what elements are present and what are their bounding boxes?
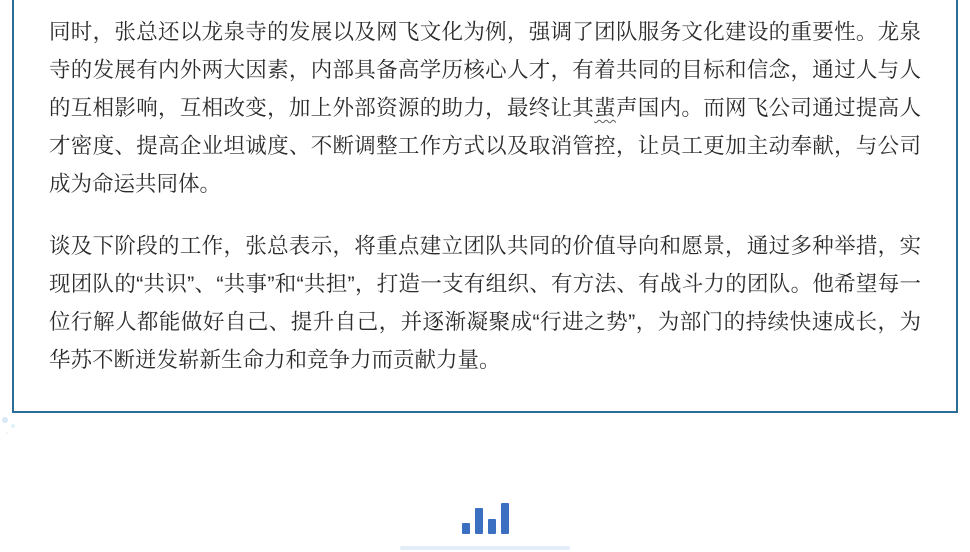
paragraph-1-before-wavy: 同时，张总还以龙泉寺的发展以及网飞文化为例，强调了团队服务文化建设的重要性。龙泉寺的发展有内外两大因素，内部具备高学历核心人才，有着共同的目标和信念，通过人与人的互相影响，互相改变，加上外部资源的助力，最终让其 xyxy=(49,20,921,120)
paragraph-1 xyxy=(49,13,921,203)
bar-chart-icon-bar xyxy=(488,519,496,534)
article-text xyxy=(49,13,921,379)
bar-chart-icon-bar xyxy=(475,508,483,534)
sparkle-decoration xyxy=(2,417,8,423)
paragraph-1-after-wavy: 声国内。而网飞公司通过提高人才密度、提高企业坦诚度、不断调整工作方式以及取消管控，让员工更加主动奉献，与公司成为命运共同体。 xyxy=(49,96,921,196)
bar-chart-icon-bar xyxy=(501,503,509,534)
paragraph-1-wavy-char: 蜚 xyxy=(594,96,616,120)
bar-chart-icon-bar xyxy=(462,523,470,534)
paragraph-2 xyxy=(49,227,921,379)
article-box xyxy=(12,0,958,413)
paragraph-2-text: 谈及下阶段的工作，张总表示，将重点建立团队共同的价值导向和愿景，通过多种举措，实现团队的“共识”、“共事”和“共担”，打造一支有组织、有方法、有战斗力的团队。他希望每一位行解人都能做好自己、提升自己，并逐渐凝聚成“行进之势”，为部门的持续快速成长，为华苏不断迸发崭新生命力和竞争力而贡献力量。 xyxy=(49,234,921,372)
bar-chart-icon xyxy=(462,503,509,534)
bottom-cutoff-line xyxy=(400,546,570,550)
